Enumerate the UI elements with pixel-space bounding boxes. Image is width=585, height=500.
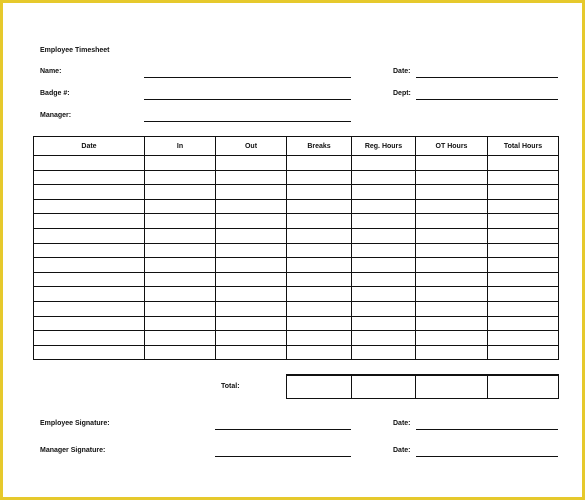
column-header-out: Out <box>216 137 287 156</box>
employee-signature-date-field[interactable] <box>416 429 558 430</box>
table-cell[interactable] <box>488 301 559 316</box>
table-cell[interactable] <box>416 199 488 214</box>
table-cell[interactable] <box>352 185 416 200</box>
table-cell[interactable] <box>145 345 216 360</box>
total-hours-cell[interactable] <box>488 375 559 399</box>
table-cell[interactable] <box>145 331 216 346</box>
table-cell[interactable] <box>352 287 416 302</box>
table-cell[interactable] <box>287 331 352 346</box>
table-cell[interactable] <box>216 228 287 243</box>
table-cell[interactable] <box>488 331 559 346</box>
table-row <box>34 156 559 171</box>
total-label: Total: <box>221 383 240 390</box>
name-field[interactable] <box>144 77 351 78</box>
table-cell[interactable] <box>287 272 352 287</box>
table-cell[interactable] <box>145 316 216 331</box>
table-row <box>34 331 559 346</box>
table-cell[interactable] <box>34 301 145 316</box>
table-cell[interactable] <box>145 258 216 273</box>
table-cell[interactable] <box>416 214 488 229</box>
timesheet-table <box>33 136 559 360</box>
table-cell[interactable] <box>34 258 145 273</box>
table-cell[interactable] <box>34 243 145 258</box>
table-cell[interactable] <box>287 170 352 185</box>
table-cell[interactable] <box>488 199 559 214</box>
table-cell[interactable] <box>216 185 287 200</box>
table-row <box>34 316 559 331</box>
table-cell[interactable] <box>287 228 352 243</box>
table-cell[interactable] <box>216 156 287 171</box>
table-row <box>34 345 559 360</box>
table-cell[interactable] <box>216 345 287 360</box>
table-cell[interactable] <box>145 214 216 229</box>
table-cell[interactable] <box>416 170 488 185</box>
table-cell[interactable] <box>145 199 216 214</box>
table-cell[interactable] <box>416 258 488 273</box>
table-cell[interactable] <box>488 228 559 243</box>
total-reg-hours-cell[interactable] <box>352 375 416 399</box>
table-cell[interactable] <box>287 258 352 273</box>
table-cell[interactable] <box>216 287 287 302</box>
manager-field[interactable] <box>144 121 351 122</box>
table-row <box>34 199 559 214</box>
table-cell[interactable] <box>352 316 416 331</box>
table-cell[interactable] <box>145 228 216 243</box>
table-cell[interactable] <box>287 185 352 200</box>
dept-field[interactable] <box>416 99 558 100</box>
form-title: Employee Timesheet <box>40 47 110 54</box>
table-cell[interactable] <box>145 243 216 258</box>
table-cell[interactable] <box>352 301 416 316</box>
column-header-breaks: Breaks <box>287 137 352 156</box>
table-cell[interactable] <box>216 272 287 287</box>
manager-signature-label: Manager Signature: <box>40 447 106 454</box>
table-cell[interactable] <box>352 214 416 229</box>
table-cell[interactable] <box>287 199 352 214</box>
table-cell[interactable] <box>416 243 488 258</box>
table-cell[interactable] <box>34 331 145 346</box>
table-cell[interactable] <box>352 228 416 243</box>
table-cell[interactable] <box>34 228 145 243</box>
table-cell[interactable] <box>488 170 559 185</box>
name-label: Name: <box>40 68 62 75</box>
table-header-row <box>34 137 559 156</box>
manager-label: Manager: <box>40 112 72 119</box>
table-row <box>34 228 559 243</box>
table-row <box>34 258 559 273</box>
table-cell[interactable] <box>352 170 416 185</box>
table-cell[interactable] <box>352 156 416 171</box>
table-cell[interactable] <box>34 185 145 200</box>
table-cell[interactable] <box>287 287 352 302</box>
employee-signature-date-label: Date: <box>393 420 411 427</box>
table-cell[interactable] <box>488 287 559 302</box>
table-cell[interactable] <box>416 228 488 243</box>
table-cell[interactable] <box>488 243 559 258</box>
column-header-in: In <box>145 137 216 156</box>
table-cell[interactable] <box>145 170 216 185</box>
table-row <box>34 301 559 316</box>
employee-signature-field[interactable] <box>215 429 351 430</box>
table-cell[interactable] <box>416 272 488 287</box>
table-cell[interactable] <box>488 156 559 171</box>
table-cell[interactable] <box>488 214 559 229</box>
table-cell[interactable] <box>34 156 145 171</box>
table-cell[interactable] <box>216 214 287 229</box>
table-cell[interactable] <box>34 214 145 229</box>
table-row <box>34 272 559 287</box>
table-cell[interactable] <box>287 301 352 316</box>
table-cell[interactable] <box>488 316 559 331</box>
table-row <box>34 287 559 302</box>
table-cell[interactable] <box>416 156 488 171</box>
table-cell[interactable] <box>416 331 488 346</box>
table-cell[interactable] <box>34 199 145 214</box>
table-cell[interactable] <box>145 287 216 302</box>
manager-signature-field[interactable] <box>215 456 351 457</box>
column-header-reg-hours: Reg. Hours <box>352 137 416 156</box>
table-cell[interactable] <box>287 243 352 258</box>
table-row <box>34 243 559 258</box>
manager-signature-date-field[interactable] <box>416 456 558 457</box>
table-cell[interactable] <box>34 170 145 185</box>
table-cell[interactable] <box>488 185 559 200</box>
dept-label: Dept: <box>393 90 411 97</box>
table-cell[interactable] <box>287 214 352 229</box>
manager-signature-date-label: Date: <box>393 447 411 454</box>
timesheet-body <box>34 156 559 360</box>
column-header-date: Date <box>34 137 145 156</box>
table-cell[interactable] <box>287 345 352 360</box>
table-cell[interactable] <box>216 243 287 258</box>
table-cell[interactable] <box>352 345 416 360</box>
table-row <box>34 214 559 229</box>
table-cell[interactable] <box>34 287 145 302</box>
table-cell[interactable] <box>216 316 287 331</box>
table-cell[interactable] <box>352 258 416 273</box>
table-cell[interactable] <box>416 185 488 200</box>
table-cell[interactable] <box>352 331 416 346</box>
table-cell[interactable] <box>145 156 216 171</box>
table-cell[interactable] <box>416 316 488 331</box>
table-cell[interactable] <box>145 272 216 287</box>
table-cell[interactable] <box>216 170 287 185</box>
totals-row <box>286 374 559 399</box>
table-row <box>34 170 559 185</box>
table-cell[interactable] <box>488 345 559 360</box>
table-cell[interactable] <box>352 243 416 258</box>
table-cell[interactable] <box>145 301 216 316</box>
employee-signature-label: Employee Signature: <box>40 420 110 427</box>
column-header-total-hours: Total Hours <box>488 137 559 156</box>
table-cell[interactable] <box>216 331 287 346</box>
badge-label: Badge #: <box>40 90 70 97</box>
table-cell[interactable] <box>416 287 488 302</box>
table-cell[interactable] <box>216 301 287 316</box>
table-cell[interactable] <box>488 258 559 273</box>
table-cell[interactable] <box>216 258 287 273</box>
table-cell[interactable] <box>416 345 488 360</box>
table-cell[interactable] <box>287 316 352 331</box>
total-breaks-cell[interactable] <box>287 375 352 399</box>
table-cell[interactable] <box>145 185 216 200</box>
table-cell[interactable] <box>416 301 488 316</box>
table-cell[interactable] <box>287 156 352 171</box>
table-row <box>34 185 559 200</box>
table-cell[interactable] <box>488 272 559 287</box>
badge-field[interactable] <box>144 99 351 100</box>
table-cell[interactable] <box>34 316 145 331</box>
table-cell[interactable] <box>34 272 145 287</box>
date-label: Date: <box>393 68 411 75</box>
column-header-ot-hours: OT Hours <box>416 137 488 156</box>
date-field[interactable] <box>416 77 558 78</box>
table-cell[interactable] <box>216 199 287 214</box>
table-cell[interactable] <box>34 345 145 360</box>
table-cell[interactable] <box>352 199 416 214</box>
table-cell[interactable] <box>352 272 416 287</box>
total-ot-hours-cell[interactable] <box>416 375 488 399</box>
